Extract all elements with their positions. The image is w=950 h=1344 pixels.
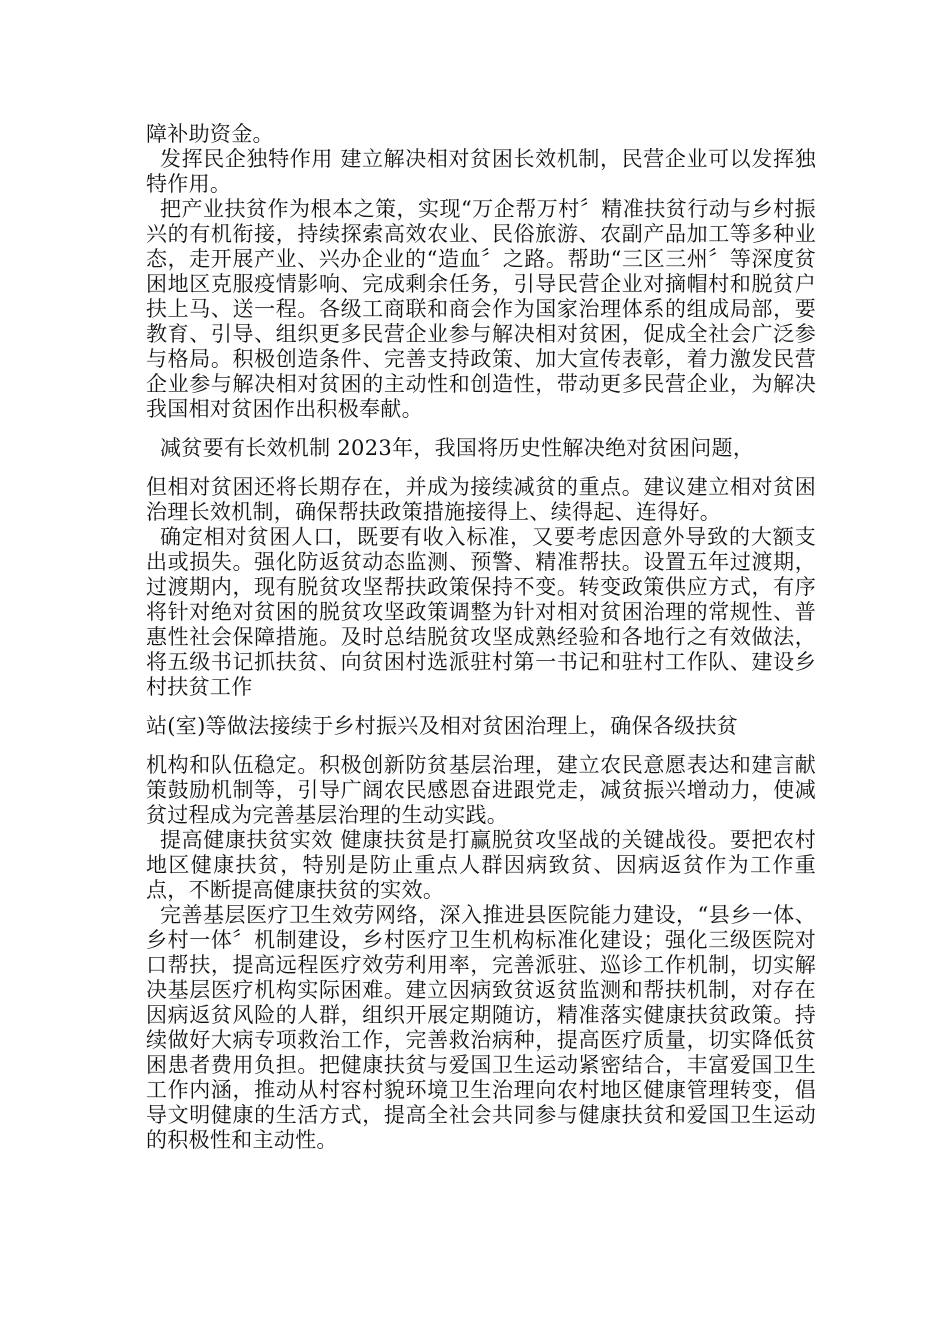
paragraph: 提高健康扶贫实效 健康扶贫是打赢脱贫攻坚战的关键战役。要把农村地区健康扶贫，特别是防止重点人群因病致贫、因病返贫作为工作重点，不断提高健康扶贫的实效。 [146, 828, 816, 902]
paragraph: 减贫要有长效机制 2023年，我国将历史性解决绝对贫困问题， [160, 436, 755, 460]
paragraph: 但相对贫困还将长期存在，并成为接续减贫的重点。建议建立相对贫困治理长效机制，确保帮扶政策措施接得上、续得起、连得好。 [146, 475, 816, 524]
paragraph: 确定相对贫困人口，既要有收入标准，又要考虑因意外导致的大额支出或损失。强化防返贫动态监测、预警、精准帮扶。设置五年过渡期，过渡期内，现有脱贫攻坚帮扶政策保持不变。转变政策供应方式，有序将针对绝对贫困的脱贫攻坚政策调整为针对相对贫困治理的常规性、普惠性社会保障措施。及时总结脱贫攻坚成熟经验和各地行之有效做法，将五级书记抓扶贫、向贫困村选派驻村第一书记和驻村工作队、建设乡村扶贫工作 [146, 525, 816, 699]
paragraph: 完善基层医疗卫生效劳网络，深入推进县医院能力建设，“县乡一体、乡村一体〞机制建设，乡村医疗卫生机构标准化建设；强化三级医院对口帮扶，提高远程医疗效劳利用率，完善派驻、巡诊工作机制，切实解决基层医疗机构实际困难。建立因病致贫返贫监测和帮扶机制，对存在因病返贫风险的人群，组织开展定期随访，精准落实健康扶贫政策。持续做好大病专项救治工作，完善救治病种，提高医疗质量，切实降低贫困患者费用负担。把健康扶贫与爱国卫生运动紧密结合，丰富爱国卫生工作内涵，推动从村容村貌环境卫生治理向农村地区健康管理转变，倡导文明健康的生活方式，提高全社会共同参与健康扶贫和爱国卫生运动的积极性和主动性。 [146, 903, 816, 1152]
paragraph: 发挥民企独特作用 建立解决相对贫困长效机制，民营企业可以发挥独特作用。 [146, 147, 816, 196]
document-body [146, 122, 816, 1153]
paragraph: 站(室)等做法接续于乡村振兴及相对贫困治理上，确保各级扶贫 [146, 714, 739, 738]
paragraph: 把产业扶贫作为根本之策，实现“万企帮万村〞精准扶贫行动与乡村振兴的有机衔接，持续探索高效农业、民俗旅游、农副产品加工等多种业态，走开展产业、兴办企业的“造血〞之路。帮助“三区三州〞等深度贫困地区克服疫情影响、完成剩余任务，引导民营企业对摘帽村和脱贫户扶上马、送一程。各级工商联和商会作为国家治理体系的组成局部，要教育、引导、组织更多民营企业参与解决相对贫困，促成全社会广泛参与格局。积极创造条件、完善支持政策、加大宣传表彰，着力激发民营企业参与解决相对贫困的主动性和创造性，带动更多民营企业，为解决我国相对贫困作出积极奉献。 [146, 197, 816, 421]
paragraph: 机构和队伍稳定。积极创新防贫基层治理，建立农民意愿表达和建言献策鼓励机制等，引导广阔农民感恩奋进跟党走，减贫振兴增动力，使减贫过程成为完善基层治理的生动实践。 [146, 753, 816, 827]
paragraph: 障补助资金。 [146, 122, 274, 146]
